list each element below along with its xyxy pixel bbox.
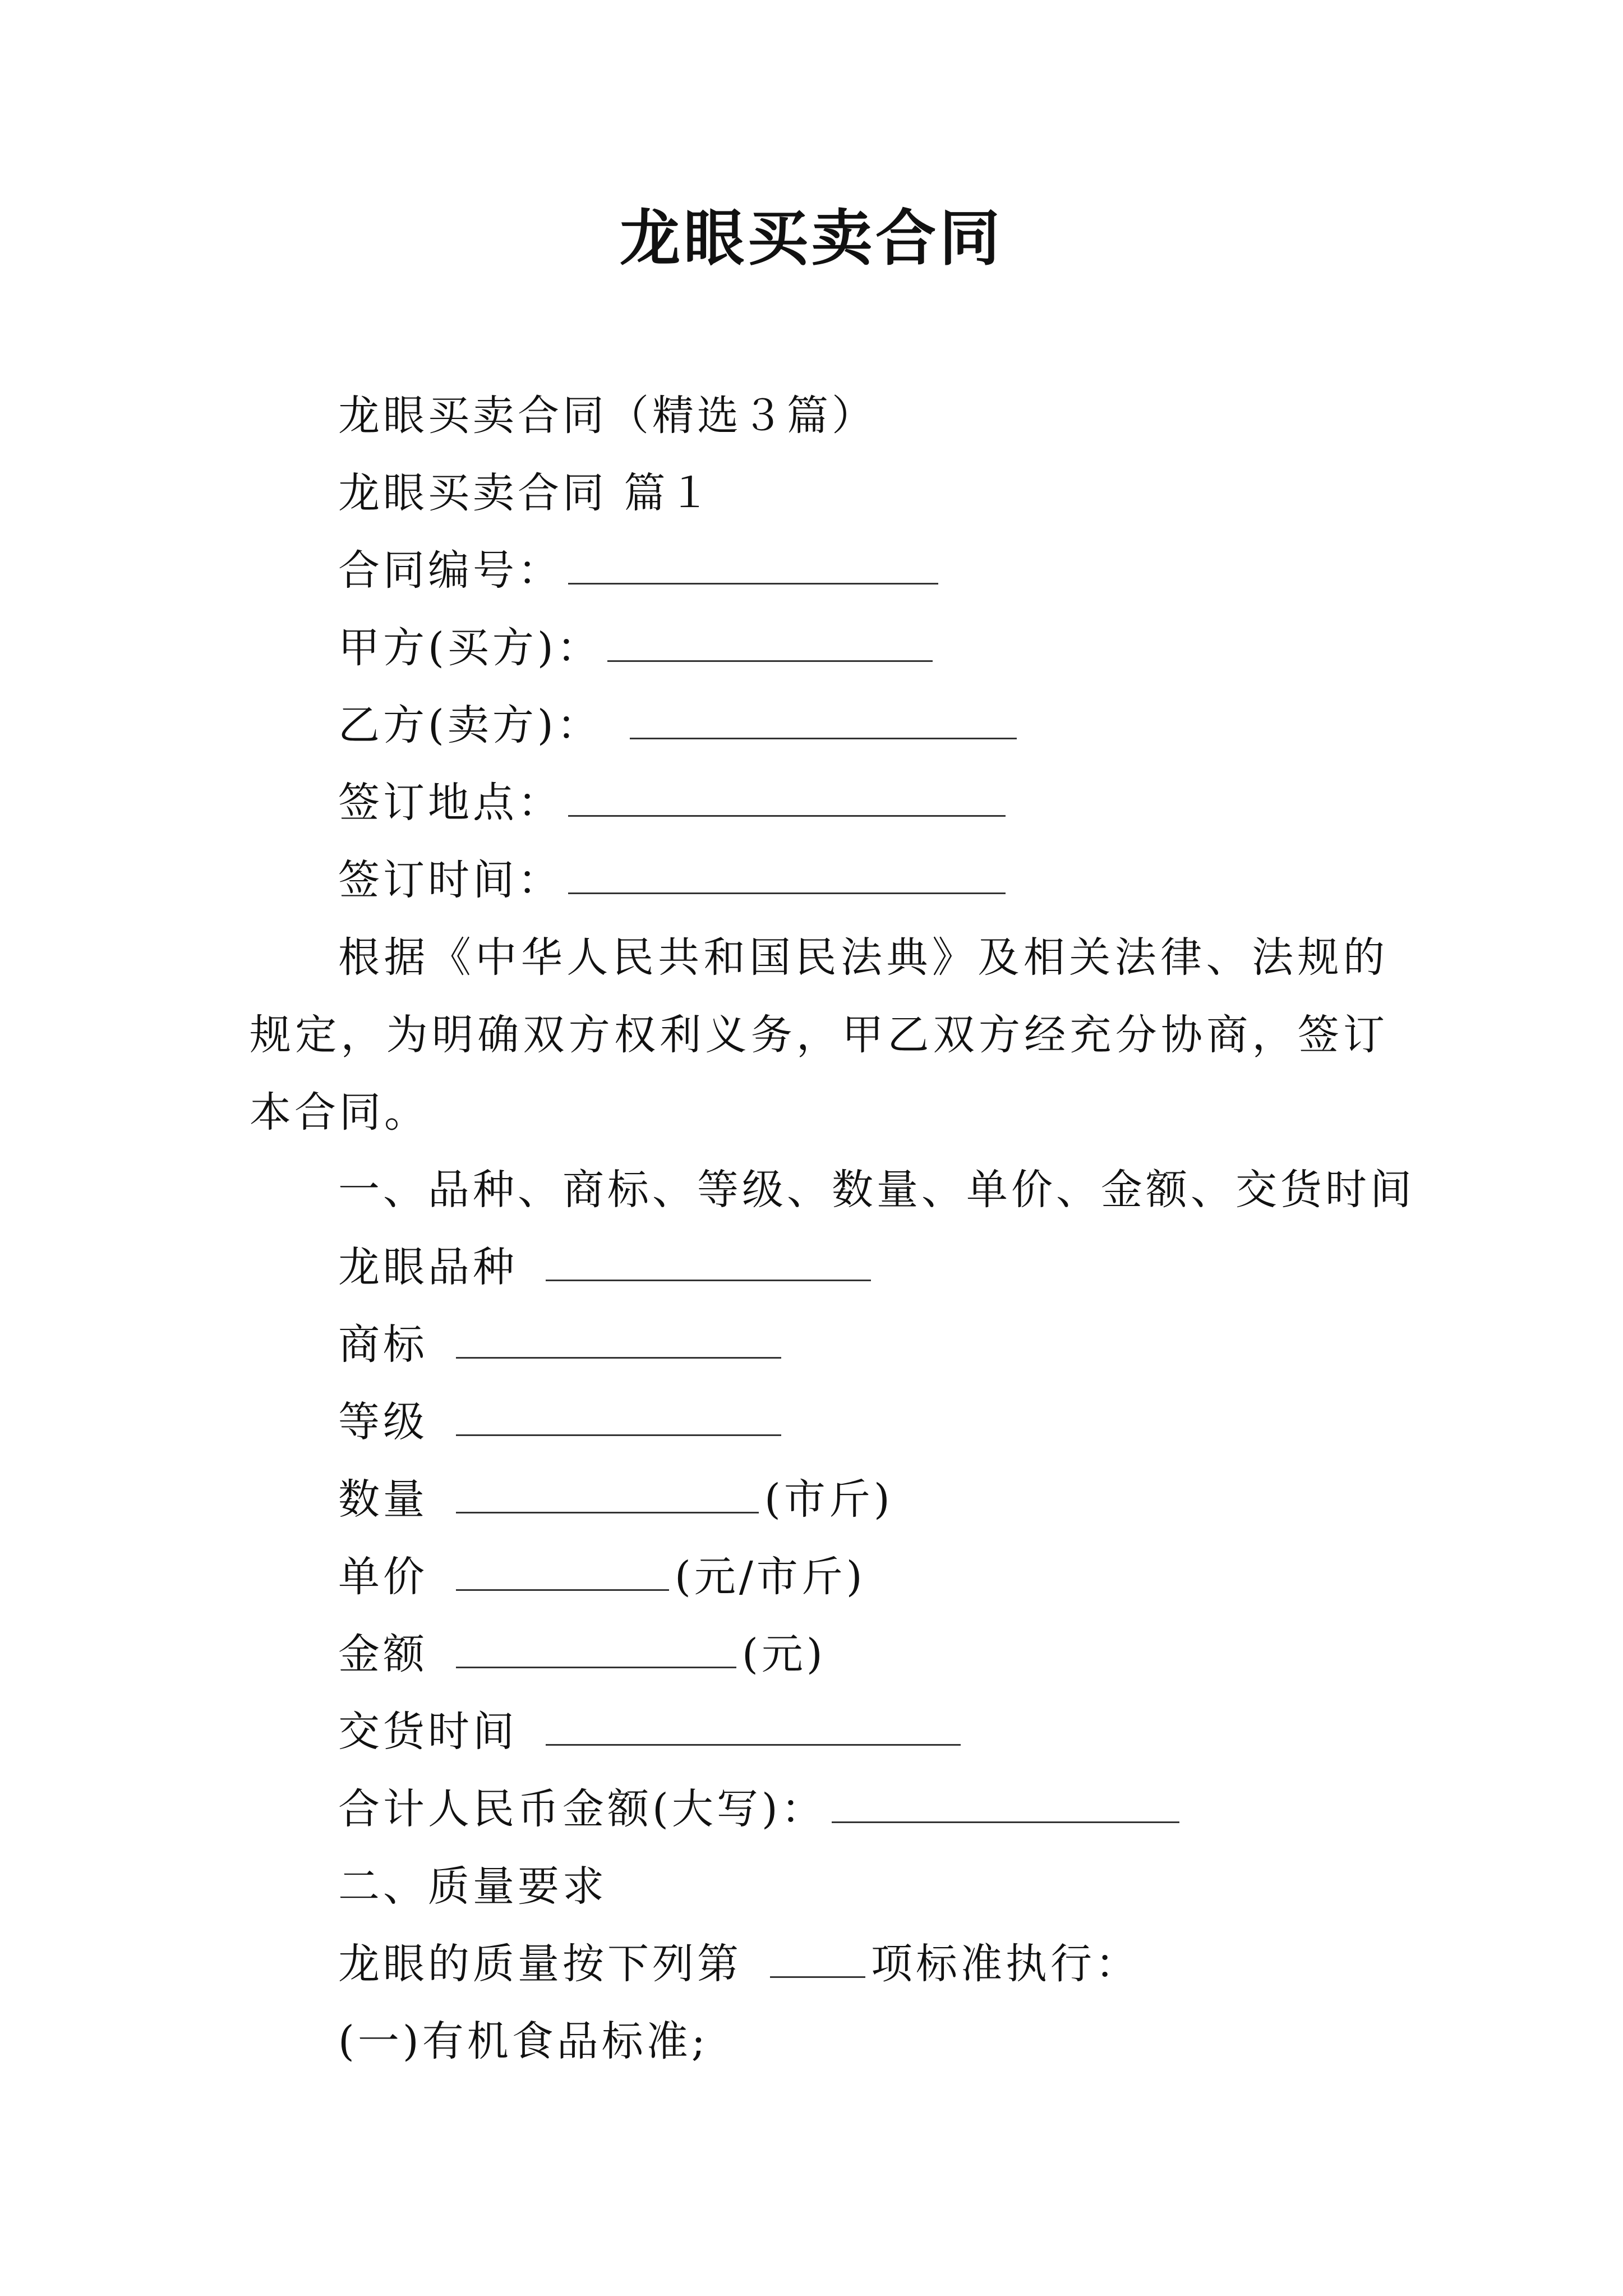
section1-heading-text: 一、品种、商标、等级、数量、单价、金额、交货时间 xyxy=(338,1166,1415,1214)
document-body xyxy=(250,377,1415,2080)
standard-line xyxy=(250,1925,1388,2003)
contract-no-label: 合同编号： xyxy=(338,546,562,595)
sign-time-blank[interactable] xyxy=(568,858,1006,894)
section-heading xyxy=(250,454,1388,532)
delivery-line xyxy=(250,1693,1388,1770)
document-title: 龙眼买卖合同 xyxy=(619,203,1003,274)
section1-heading xyxy=(250,1151,1415,1228)
total-blank[interactable] xyxy=(832,1787,1179,1823)
standard-blank[interactable] xyxy=(770,1941,865,1978)
variety-label: 龙眼品种 xyxy=(338,1243,518,1291)
price-line xyxy=(250,1538,1388,1616)
sign-place-blank[interactable] xyxy=(568,780,1006,817)
grade-blank[interactable] xyxy=(456,1400,781,1436)
standard-item-1-text: (一)有机食品标准; xyxy=(338,2017,709,2065)
price-label: 单价 xyxy=(338,1553,428,1601)
document-subtitle xyxy=(250,377,1388,454)
amount-blank[interactable] xyxy=(456,1632,736,1668)
intro-paragraph: 根据《中华人民共和国民法典》及相关法律、法规的规定，为明确双方权利义务，甲乙双方经充分协商，签订本合同。 xyxy=(250,933,1388,1137)
brand-blank[interactable] xyxy=(456,1322,781,1359)
quantity-label: 数量 xyxy=(338,1475,428,1524)
quantity-line xyxy=(250,1461,1388,1538)
grade-label: 等级 xyxy=(338,1398,428,1446)
variety-line xyxy=(250,1228,1388,1306)
brand-line xyxy=(250,1306,1388,1383)
variety-blank[interactable] xyxy=(546,1245,871,1281)
delivery-blank[interactable] xyxy=(546,1709,961,1746)
party-a-label: 甲方(买方)： xyxy=(338,624,602,672)
brand-label: 商标 xyxy=(338,1320,428,1369)
sign-time-label: 签订时间： xyxy=(338,856,562,904)
sign-time-line xyxy=(250,841,1388,919)
total-line xyxy=(250,1770,1388,1848)
amount-label: 金额 xyxy=(338,1630,428,1678)
amount-unit: (元) xyxy=(742,1630,826,1678)
quantity-unit: (市斤) xyxy=(764,1475,893,1524)
subtitle-text: 龙眼买卖合同（精选３篇） xyxy=(338,392,877,440)
price-unit: (元/市斤) xyxy=(675,1553,866,1601)
party-b-label: 乙方(卖方)： xyxy=(338,701,602,749)
contract-no-blank[interactable] xyxy=(568,548,938,585)
section2-heading xyxy=(250,1848,1388,1925)
grade-line xyxy=(250,1383,1388,1461)
standard-suffix: 项标准执行： xyxy=(871,1940,1140,1988)
total-label: 合计人民币金额(大写)： xyxy=(338,1785,826,1833)
standard-prefix: 龙眼的质量按下列第 xyxy=(338,1940,742,1988)
section2-heading-text: 二、质量要求 xyxy=(338,1862,607,1911)
party-b-blank[interactable] xyxy=(630,703,1017,739)
contract-no-line xyxy=(250,532,1388,609)
section-heading-text: 龙眼买卖合同 篇１ xyxy=(338,469,714,517)
party-b-line xyxy=(250,687,1388,764)
standard-item-1 xyxy=(250,2003,1388,2080)
sign-place-label: 签订地点： xyxy=(338,779,562,827)
amount-line xyxy=(250,1616,1388,1693)
sign-place-line xyxy=(250,764,1388,841)
price-blank[interactable] xyxy=(456,1554,669,1591)
quantity-blank[interactable] xyxy=(456,1477,759,1513)
party-a-line xyxy=(250,609,1388,687)
party-a-blank[interactable] xyxy=(607,625,933,662)
delivery-label: 交货时间 xyxy=(338,1708,518,1756)
